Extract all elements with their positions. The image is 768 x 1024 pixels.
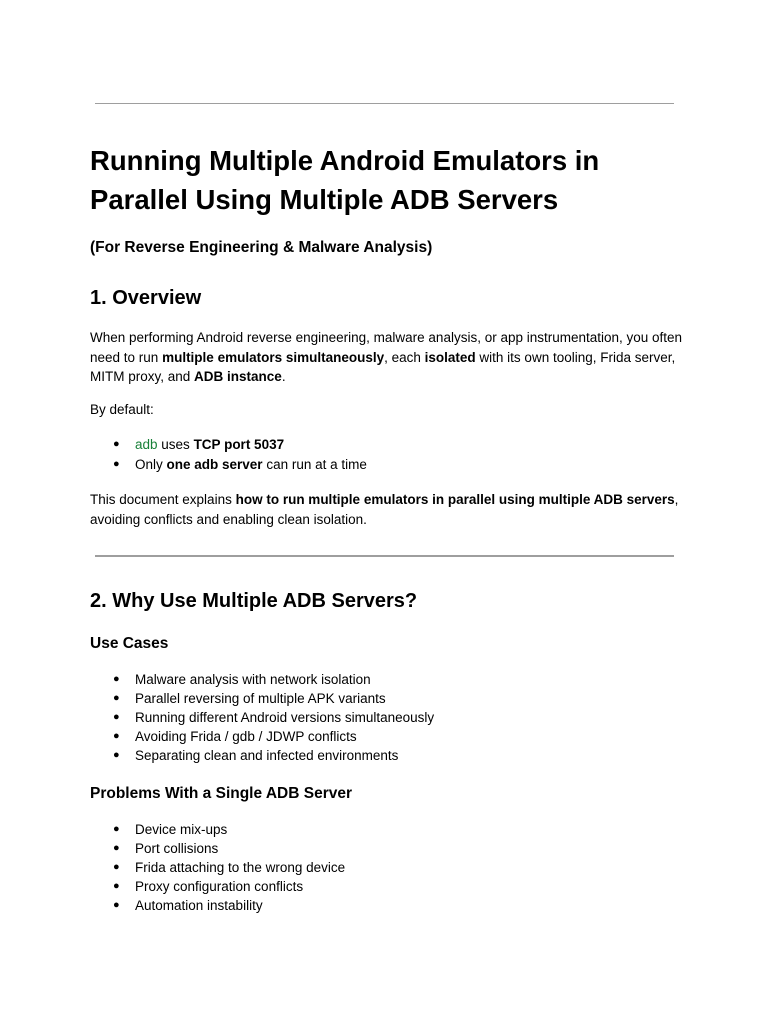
problems-list bbox=[90, 820, 345, 915]
adb-code-text: adb bbox=[135, 437, 158, 452]
bullet-icon: ● bbox=[113, 438, 120, 450]
bullet-icon: ● bbox=[113, 861, 120, 873]
list-item: ● Port collisions bbox=[113, 841, 219, 856]
list-item: ● adb uses TCP port 5037 bbox=[113, 437, 285, 452]
problems-heading: Problems With a Single ADB Server bbox=[90, 785, 352, 802]
bullet-icon: ● bbox=[113, 711, 120, 723]
list-item: ● Parallel reversing of multiple APK variants bbox=[113, 691, 386, 706]
bullet-icon: ● bbox=[113, 749, 120, 761]
bullet-icon: ● bbox=[113, 458, 120, 470]
list-item: ● Avoiding Frida / gdb / JDWP conflicts bbox=[113, 729, 357, 744]
emphasis-adb-instance: ADB instance bbox=[194, 369, 282, 384]
overview-explain-paragraph: This document explains how to run multiple emulators in parallel using multiple ADB servers, avoiding conflicts and enabling clean isolation. bbox=[90, 492, 679, 527]
why-heading: 2. Why Use Multiple ADB Servers? bbox=[90, 590, 418, 612]
document-subtitle: (For Reverse Engineering & Malware Analysis) bbox=[90, 239, 433, 256]
overview-intro-paragraph: When performing Android reverse engineering, malware analysis, or app instrumentation, you often need to run multiple emulators simultaneously, each isolated with its own tooling, Frida server, MITM proxy, and ADB instance. bbox=[90, 330, 683, 384]
bullet-icon: ● bbox=[113, 880, 120, 892]
use-cases-list bbox=[90, 670, 434, 765]
emphasis-multiple-emulators: multiple emulators simultaneously bbox=[162, 349, 385, 365]
overview-heading: 1. Overview bbox=[90, 287, 202, 309]
bullet-icon: ● bbox=[113, 730, 120, 742]
bullet-icon: ● bbox=[113, 842, 120, 854]
list-item: ● Proxy configuration conflicts bbox=[113, 879, 304, 894]
list-item: ● Only one adb server can run at a time bbox=[113, 457, 367, 472]
list-item: ● Running different Android versions simultaneously bbox=[113, 710, 435, 725]
list-item: ● Separating clean and infected environments bbox=[113, 748, 399, 763]
emphasis-isolated: isolated bbox=[424, 349, 476, 365]
by-default-label: By default: bbox=[90, 402, 154, 417]
top-horizontal-rule bbox=[95, 103, 674, 104]
document-title: Running Multiple Android Emulators in Parallel Using Multiple ADB Servers bbox=[90, 145, 600, 215]
bullet-icon: ● bbox=[113, 692, 120, 704]
defaults-list bbox=[90, 435, 367, 474]
list-item: ● Frida attaching to the wrong device bbox=[113, 860, 346, 875]
bullet-icon: ● bbox=[113, 899, 120, 911]
section-divider bbox=[95, 555, 674, 557]
list-item: ● Device mix-ups bbox=[113, 822, 228, 837]
list-item: ● Automation instability bbox=[113, 898, 263, 913]
use-cases-heading: Use Cases bbox=[90, 635, 169, 652]
bullet-icon: ● bbox=[113, 673, 120, 685]
bullet-icon: ● bbox=[113, 823, 120, 835]
list-item: ● Malware analysis with network isolation bbox=[113, 672, 371, 687]
